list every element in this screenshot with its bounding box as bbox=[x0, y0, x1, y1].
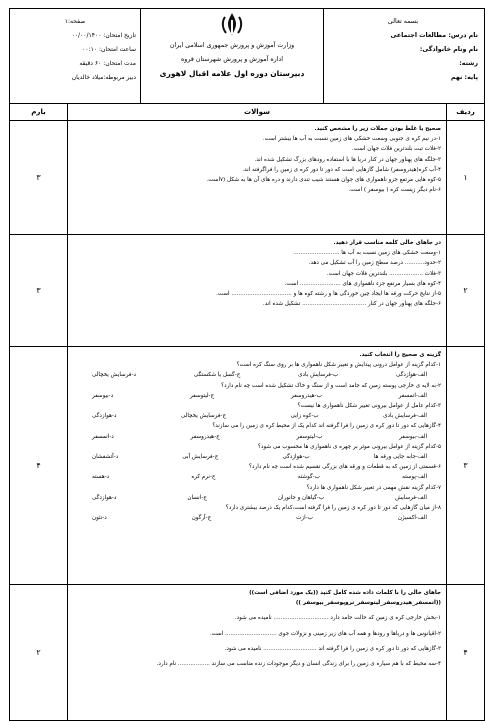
question-title: صحیح یا غلط بودن جملات زیر را مشخص کنید. bbox=[314, 126, 441, 132]
mc-option: ب-ازت bbox=[296, 515, 313, 522]
col-num-header: ردیف bbox=[447, 104, 485, 121]
mc-option: ج-فرسایش آبی bbox=[182, 454, 219, 461]
mc-option: ب-کوه زایی bbox=[290, 413, 319, 420]
question-title: جاهای خالی را با کلمات داده شده کامل کنید ((یک مورد اضافی است)) bbox=[249, 590, 441, 596]
mc-option: ج-هیدروسفر bbox=[190, 433, 220, 440]
row-number: ۳ bbox=[447, 347, 485, 585]
field-line: رشته: bbox=[459, 60, 478, 67]
mc-question: ۶-قسمتی از زمین که به قطعات و ورقه های بزرگی تقسیم شده است چه نام دارد؟ bbox=[249, 464, 441, 471]
exam-table bbox=[9, 8, 485, 104]
mc-question: ۵-کدام گزینه از عوامل بیرونی موثر بر چهره ی ناهمواری ها محسوب می شود؟ bbox=[258, 443, 441, 450]
mc-option: ب-گیاهان و جانوران bbox=[277, 494, 325, 501]
question-line: ۳-گازهایی که دور تا دور کره ی زمین را فرا گرفته اند .............................. نامیده می شود. bbox=[224, 645, 441, 652]
mc-options bbox=[72, 472, 441, 482]
mc-option: ب-لیتوسفر bbox=[296, 433, 323, 440]
question-title: در جاهای خالی کلمه مناسب قرار دهید. bbox=[333, 240, 441, 246]
question-line: ۴-آب کره(هیدروسفر) شامل گازهایی است که دور تا دور کره ی زمین را فراگرفته اند. bbox=[242, 166, 441, 173]
mc-option: ب-هوازدگی bbox=[282, 454, 310, 461]
mc-options bbox=[72, 493, 441, 503]
mc-options bbox=[72, 432, 441, 442]
question-row-2 bbox=[10, 235, 485, 347]
question-title: گزینه ی صحیح را انتخاب کنید. bbox=[359, 352, 441, 358]
question-line: ۵-از نتایج حرکت ورقه ها ایجاد چین خوردگی ها و رشته کوه ها و .................................. است. bbox=[216, 291, 441, 298]
subject-line: نام درس: مطالعات اجتماعی bbox=[390, 32, 478, 39]
mc-option: الف-بیوسفر bbox=[399, 433, 427, 440]
mc-option: ب-فرسایش بادی bbox=[298, 372, 339, 379]
mc-option: ج-فرسایش یخچالی bbox=[180, 413, 227, 420]
mc-option: ج-انسان bbox=[187, 494, 207, 501]
mc-question: ۱-کدام گزینه از عوامل درونی پیدایش و تغییر شکل ناهمواری ها بر روی سنگ کره است؟ bbox=[236, 362, 441, 369]
mc-option: د-هسته bbox=[92, 474, 110, 481]
exam-duration: مدت امتحان: ۶۰ دقیقه bbox=[79, 60, 136, 67]
question-line: ۱-بخش خارجی کره ی زمین که حالت جامد دارد ............................... نامیده می شود. bbox=[234, 615, 441, 622]
bismillah: بسمه تعالی bbox=[387, 18, 419, 25]
mc-question: ۲-به لایه ی خارجی پوسته زمین که جامد است و از سنگ و خاک تشکیل شده است چه نام دارد؟ bbox=[221, 382, 441, 389]
mc-options bbox=[72, 513, 441, 523]
exam-info bbox=[10, 9, 141, 104]
mc-option: د-بیوسفر bbox=[92, 392, 114, 399]
mc-option: الف-فرسایش بادی bbox=[383, 413, 427, 420]
mc-question: ۳-کدام عامل از عوامل بیرونی تغییر شکل ناهمواری ها نیست؟ bbox=[297, 403, 441, 410]
mc-option: ب-هیدروسفر bbox=[291, 392, 322, 399]
mc-option: الف-جابه جایی ورقه ها bbox=[373, 454, 427, 461]
row-score: ۳ bbox=[10, 121, 68, 235]
question-line: ۱-در نیم کره ی جنوبی وسعت خشکی های زمین نسبت به آب ها بیشتر است. bbox=[262, 136, 441, 143]
row-score: ۴ bbox=[10, 347, 68, 585]
exam-date: تاریخ امتحان: ۰۰/۰۰/۱۴۰۰ bbox=[71, 32, 136, 39]
mc-option: د-فرسایش یخچالی bbox=[92, 372, 136, 379]
mc-options bbox=[72, 370, 441, 380]
mc-option: د-هوازدگی bbox=[92, 494, 117, 501]
row-number: ۱ bbox=[447, 121, 485, 235]
questions-table bbox=[9, 103, 485, 721]
question-line: ۱-وسعت خشکی های زمین نسبت به آب ها .......................... bbox=[293, 250, 441, 257]
question-line: ۳-جلگه های پهناور جهان در کنار دریا ها با استفاده رودهای بزرگ تشکیل شده اند. bbox=[254, 156, 441, 163]
question-line: ۲-حدود........... درصد سطح زمین را آب تشکیل می دهد. bbox=[308, 260, 441, 267]
question-row-4 bbox=[10, 585, 485, 721]
exam-page bbox=[9, 8, 485, 721]
page-number: صفحه:۱ bbox=[64, 18, 86, 25]
header-row bbox=[10, 9, 485, 104]
teacher-name: دبیر مربوطه:میلاد خالدیان bbox=[71, 74, 136, 81]
question-row-3 bbox=[10, 347, 485, 585]
mc-option: د-نئون bbox=[92, 515, 107, 522]
question-content bbox=[68, 235, 447, 347]
school-name: دبیرستان دوره اول علامه اقبال لاهوری bbox=[159, 69, 305, 78]
row-number: ۲ bbox=[447, 235, 485, 347]
question-line: ۴-سه محیط که با هم سیاره ی زمین را برای زندگی انسان و دیگر موجودات زنده مناسب می سازند .................. نام دارد. bbox=[156, 661, 441, 668]
mc-option: الف-اتمسفر bbox=[398, 392, 427, 399]
iran-emblem-icon bbox=[219, 11, 245, 37]
question-content bbox=[68, 585, 447, 721]
question-content bbox=[68, 121, 447, 235]
mc-option: الف-هوازدگی bbox=[396, 372, 427, 379]
school-info bbox=[141, 9, 324, 104]
office-line: اداره آموزش و پرورش شهرستان قروه bbox=[181, 56, 283, 63]
mc-option: ج-گسل یا شکستگی bbox=[193, 372, 241, 379]
question-line: ۵-کوه هایی مرتفع جزو ناهمواری های جوان هستند شیب تندی دارند و دره های آن ها به شکل (۷است. bbox=[206, 177, 441, 184]
column-header-row bbox=[10, 104, 485, 121]
question-line: ۲-فلات تبت بلندترین فلات جهان است. bbox=[351, 146, 441, 153]
mc-option: الف-اکسیژن bbox=[397, 515, 427, 522]
word-bank: ((اتمسفر_هیدروسفر_لیتوسفر_تروپوسفر_بیوسفر )) bbox=[295, 600, 441, 607]
question-line: ۳-فلات ................... بلندترین فلات جهان است. bbox=[326, 270, 441, 277]
mc-option: ج-آرگون bbox=[191, 515, 212, 522]
mc-question: ۷-کدام گزینه نقش مهمی در تغییر شکل ناهمواری ها دارد؟ bbox=[306, 484, 441, 491]
name-line: نام ونام خانوادگی: bbox=[419, 46, 478, 53]
question-line: ۶-نام دیگر زیست کره ( بیوسفر ) است. bbox=[348, 187, 441, 194]
mc-option: الف-فرسایش bbox=[395, 494, 427, 501]
mc-option: ج-نرم کره bbox=[191, 474, 216, 481]
exam-time: ساعت امتحان: ۰۰:۱۰ bbox=[82, 46, 136, 53]
mc-options bbox=[72, 411, 441, 421]
question-line: ۶-جلگه های پهناور جهان در کنار .................................... تشکیل شده اند. bbox=[262, 301, 441, 308]
mc-option: ج-لیتوسفر bbox=[190, 392, 215, 399]
mc-options bbox=[72, 452, 441, 462]
question-line: ۴-کوه های بسیار مرتفع جزء ناهمواری های ....................... است. bbox=[284, 280, 441, 287]
question-line: ۲-اقیانوس ها و دریاها و رودها و همه آب های زیر زمینی و نزولات جوی ............................. است. bbox=[209, 630, 441, 637]
col-score-header: بارم bbox=[10, 104, 68, 121]
row-score: ۲ bbox=[10, 585, 68, 721]
row-number: ۴ bbox=[447, 585, 485, 721]
mc-question: ۸-از میان گازهایی که دور تا دور کره ی زمین را فرا گرفته است،کدام یک درصد بیشتری دارد؟ bbox=[225, 505, 441, 512]
col-questions-header: سوالات bbox=[68, 104, 447, 121]
student-info bbox=[324, 9, 485, 104]
mc-options bbox=[72, 391, 441, 401]
question-row-1 bbox=[10, 121, 485, 235]
mc-option: د-آتشفشان bbox=[92, 454, 119, 461]
grade-line: پایه: نهم bbox=[450, 74, 478, 81]
row-score: ۳ bbox=[10, 235, 68, 347]
question-content bbox=[68, 347, 447, 585]
mc-question: ۴-گازهایی که دور تا دور کره ی زمین را فرا گرفته اند کدام یک از محیط کره ی زمین را می سازند؟ bbox=[212, 423, 441, 430]
mc-option: ب-گوشته bbox=[297, 474, 320, 481]
mc-option: الف-پوسته bbox=[402, 474, 427, 481]
mc-option: د-اتمسفر bbox=[92, 433, 114, 440]
ministry-line: وزارت آموزش و پرورش جمهوری اسلامی ایران bbox=[169, 42, 295, 49]
mc-option: د-هوازدگی bbox=[92, 413, 117, 420]
